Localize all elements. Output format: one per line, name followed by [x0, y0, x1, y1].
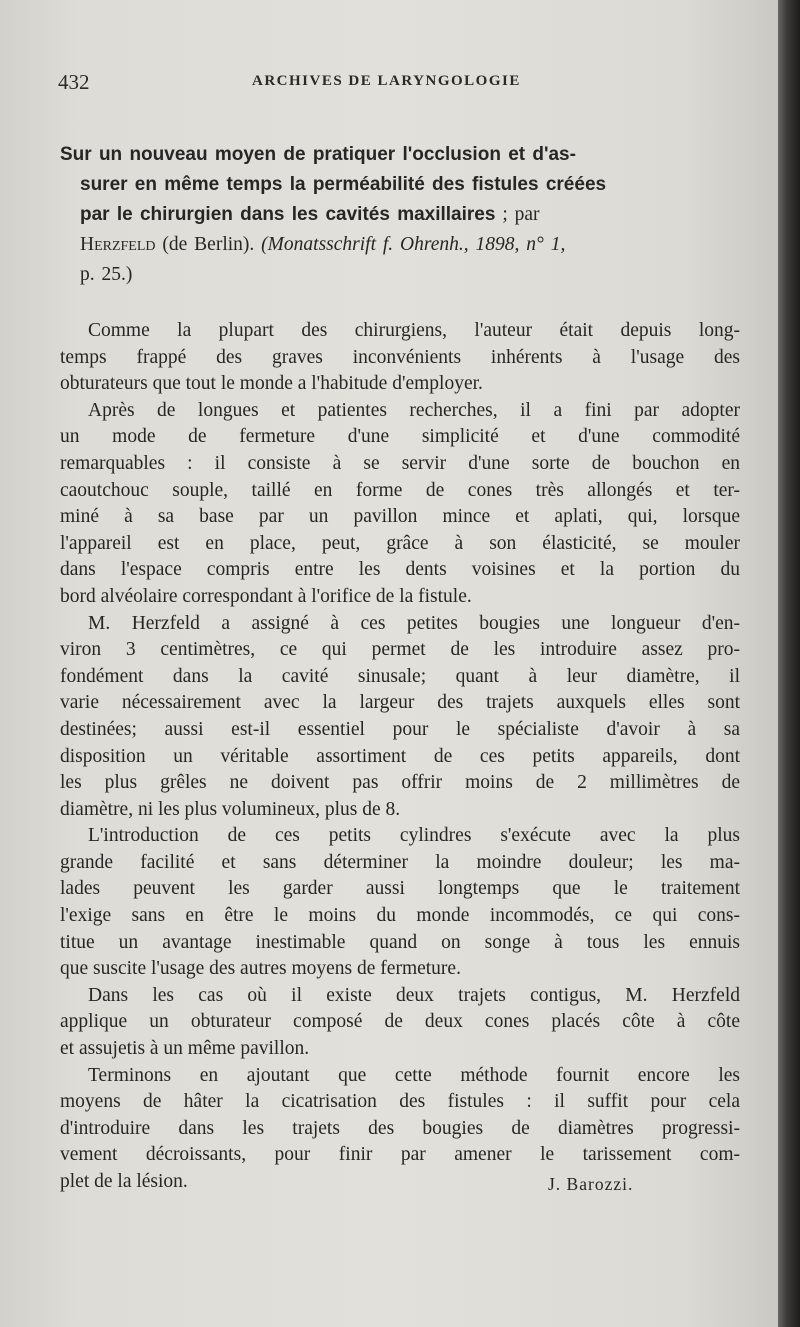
- paragraph-line: M. Herzfeld a assigné à ces petites bougies une longueur d'en-: [88, 612, 740, 634]
- paragraph-line: l'exige sans en être le moins du monde incommodés, ce qui cons-: [60, 905, 740, 927]
- body-paragraph: [60, 318, 740, 398]
- paragraph-line: disposition un véritable assortiment de ces petits appareils, dont: [60, 745, 740, 767]
- article-title-line-1: Sur un nouveau moyen de pratiquer l'occlusion et d'as-: [60, 144, 576, 165]
- article-affiliation: (de Berlin).: [162, 234, 255, 255]
- paragraph-line: applique un obturateur composé de deux cones placés côte à côte: [60, 1011, 740, 1033]
- article-headline: [60, 140, 740, 290]
- paragraph-line: un mode de fermeture d'une simplicité et d'une commodité: [60, 426, 740, 448]
- body-paragraph: [60, 1063, 740, 1196]
- paragraph-line: miné à sa base par un pavillon mince et aplati, qui, lorsque: [60, 506, 740, 528]
- paragraph-line: viron 3 centimètres, ce qui permet de les introduire assez pro-: [60, 639, 740, 661]
- paragraph-line: Après de longues et patientes recherches, il a fini par adopter: [88, 399, 740, 421]
- paragraph-line: Comme la plupart des chirurgiens, l'auteur était depuis long-: [88, 320, 740, 341]
- article-source: (Monatsschrift f. Ohrenh., 1898, n° 1,: [261, 234, 566, 255]
- paragraph-line: obturateurs que tout le monde a l'habitude d'employer.: [60, 373, 483, 395]
- paragraph-line: Dans les cas où il existe deux trajets contigus, M. Herzfeld: [88, 984, 740, 1006]
- paragraph-line: d'introduire dans les trajets des bougies de diamètres progressi-: [60, 1117, 740, 1139]
- body-paragraph: [60, 983, 740, 1063]
- article-body: [60, 318, 740, 1196]
- paragraph-line: remarquables : il consiste à se servir d'une sorte de bouchon en: [60, 452, 740, 474]
- paragraph-line: L'introduction de ces petits cylindres s'exécute avec la plus: [88, 825, 740, 847]
- article-source-end: p. 25.): [80, 264, 133, 285]
- body-paragraph: [60, 823, 740, 983]
- journal-title: ARCHIVES DE LARYNGOLOGIE: [252, 73, 521, 89]
- paragraph-line: lades peuvent les garder aussi longtemps que le traitement: [60, 878, 740, 900]
- body-paragraph: [60, 611, 740, 824]
- article-author: Herzfeld: [80, 234, 156, 255]
- body-paragraph: [60, 398, 740, 611]
- article-title-line-3: par le chirurgien dans les cavités maxillaires: [80, 204, 496, 225]
- paragraph-line: dans l'espace compris entre les dents voisines et la portion du: [60, 559, 740, 581]
- paragraph-line: grande facilité et sans déterminer la moindre douleur; les ma-: [60, 851, 740, 873]
- paragraph-line: varie nécessairement avec la largeur des trajets auxquels elles sont: [60, 692, 740, 714]
- paragraph-line: caoutchouc souple, taillé en forme de cones très allongés et ter-: [60, 479, 740, 501]
- paragraph-line: vement décroissants, pour finir par amener le tarissement com-: [60, 1144, 740, 1166]
- page-binding-edge: [778, 0, 800, 1327]
- article: [60, 140, 740, 1196]
- article-by: ; par: [502, 204, 540, 225]
- paragraph-line: Terminons en ajoutant que cette méthode fournit encore les: [88, 1064, 740, 1086]
- paragraph-line: titue un avantage inestimable quand on songe à tous les ennuis: [60, 931, 740, 953]
- paragraph-line: les plus grêles ne doivent pas offrir moins de 2 millimètres de: [60, 772, 740, 794]
- paragraph-line: que suscite l'usage des autres moyens de fermeture.: [60, 958, 461, 980]
- page-number: 432: [58, 70, 90, 94]
- article-title-line-2: surer en même temps la perméabilité des fistules créées: [80, 174, 607, 195]
- paragraph-line: et assujetis à un même pavillon.: [60, 1038, 310, 1060]
- running-head: [58, 70, 748, 100]
- paragraph-line: diamètre, ni les plus volumineux, plus de 8.: [60, 798, 401, 820]
- paragraph-line: fondément dans la cavité sinusale; quant à leur diamètre, il: [60, 665, 740, 687]
- signature: [548, 1174, 633, 1195]
- paragraph-line: plet de la lésion.: [60, 1171, 188, 1192]
- paragraph-line: moyens de hâter la cicatrisation des fistules : il suffit pour cela: [60, 1091, 740, 1113]
- paragraph-line: destinées; aussi est-il essentiel pour le spécialiste d'avoir à sa: [60, 718, 740, 740]
- signature-text: J. Barozzi.: [548, 1174, 634, 1194]
- paragraph-line: l'appareil est en place, peut, grâce à son élasticité, se mouler: [60, 532, 740, 554]
- paragraph-line: bord alvéolaire correspondant à l'orifice de la fistule.: [60, 585, 472, 607]
- paragraph-line: temps frappé des graves inconvénients inhérents à l'usage des: [60, 346, 740, 368]
